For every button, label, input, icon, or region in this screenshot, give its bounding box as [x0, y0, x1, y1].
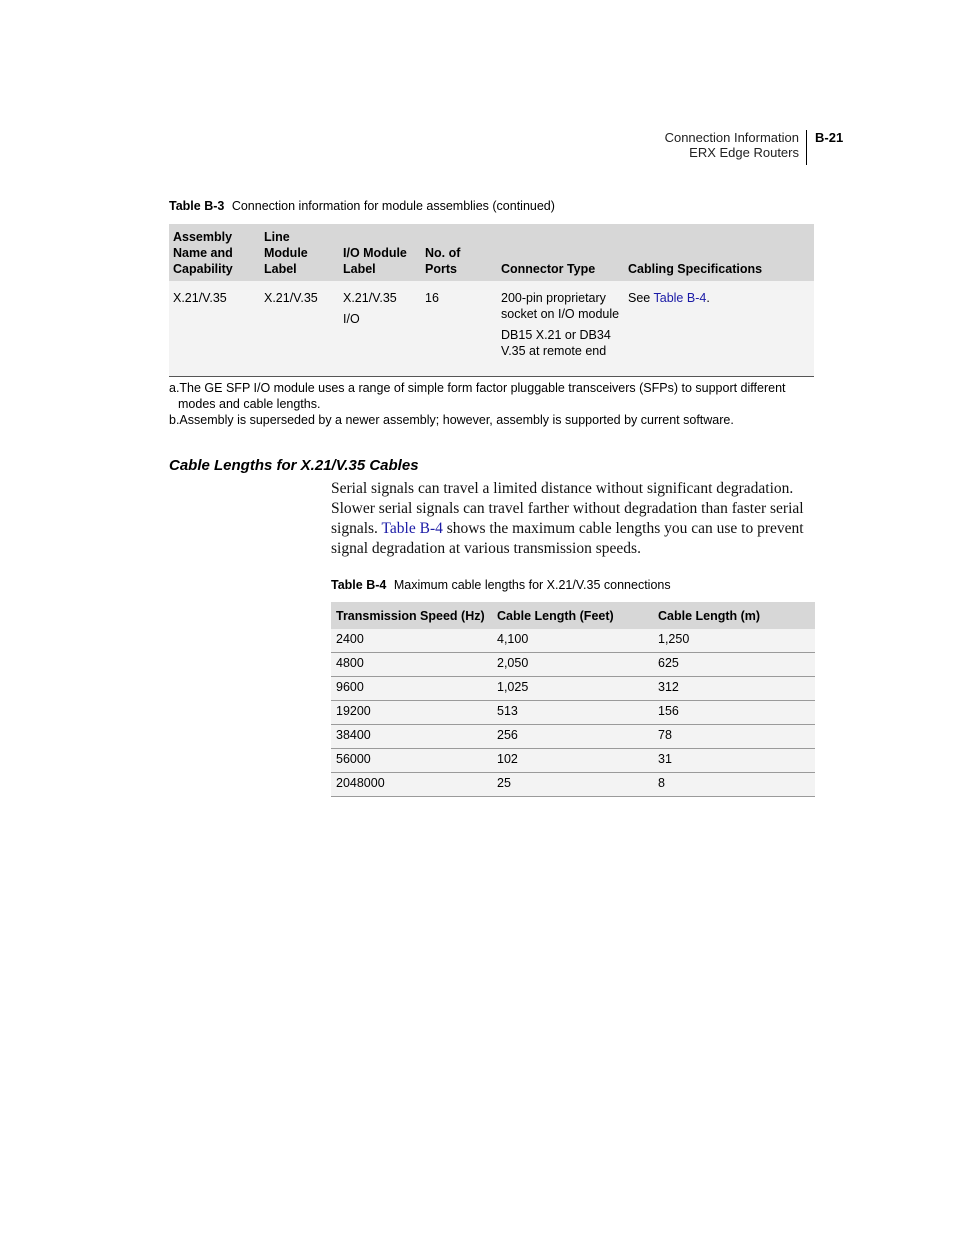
- table-row: 56000 102 31: [331, 749, 815, 773]
- table-b4-caption-id: Table B-4: [331, 578, 387, 592]
- footnote-b: b.Assembly is superseded by a newer assembly; however, assembly is supported by current software.: [169, 413, 734, 427]
- table-b3: [169, 224, 814, 376]
- table-b3-caption: [169, 199, 555, 213]
- table-b3-cell-ports: 16: [421, 281, 497, 376]
- table-row: 4800 2,050 625: [331, 653, 815, 677]
- table-b3-header-connector: Connector Type: [497, 224, 624, 281]
- table-b3-bottom-rule: [169, 376, 814, 377]
- table-b3-cell-connector: 200-pin proprietary socket on I/O module DB15 X.21 or DB34 V.35 at remote end: [497, 281, 624, 376]
- body-paragraph: Serial signals can travel a limited distance without significant degradation. Slower serial signals can travel farther without degradation than faster serial signals. Table B-4 shows the maximum cable lengths you can use to prevent signal degradation at various transmission speeds.: [331, 480, 804, 557]
- table-b3-cell-cabling: See Table B-4.: [624, 281, 814, 376]
- table-b3-header-cabling: Cabling Specifications: [624, 224, 814, 281]
- table-b3-cell-line-module: X.21/V.35: [260, 281, 339, 376]
- header-product: ERX Edge Routers: [689, 145, 799, 160]
- table-b3-header-ports: No. of Ports: [421, 224, 497, 281]
- table-b3-header-io-module: I/O Module Label: [339, 224, 421, 281]
- table-b4-inline-link[interactable]: Table B-4: [381, 520, 443, 537]
- header-section: Connection Information: [664, 130, 799, 145]
- table-row: 9600 1,025 312: [331, 677, 815, 701]
- table-b4: [331, 602, 815, 797]
- header-divider: [806, 130, 807, 165]
- table-b4-link[interactable]: Table B-4: [653, 291, 707, 305]
- table-row: 38400 256 78: [331, 725, 815, 749]
- table-b3-header-assembly: Assembly Name and Capability: [169, 224, 260, 281]
- footnotes: [169, 380, 809, 428]
- footnote-a: a.The GE SFP I/O module uses a range of simple form factor pluggable transceivers (SFPs) to support different modes and cable lengths.: [169, 381, 786, 411]
- running-header: [665, 130, 799, 160]
- table-b3-header-line-module: Line Module Label: [260, 224, 339, 281]
- table-b4-header-meters: Cable Length (m): [653, 602, 815, 629]
- section-heading: Cable Lengths for X.21/V.35 Cables: [169, 457, 419, 474]
- table-b3-caption-id: Table B-3: [169, 199, 225, 213]
- table-b4-header-speed: Transmission Speed (Hz): [331, 602, 492, 629]
- table-row: 2400 4,100 1,250: [331, 629, 815, 653]
- table-row: [169, 281, 814, 376]
- table-b3-cell-assembly: X.21/V.35: [169, 281, 260, 376]
- table-b4-caption-text: Maximum cable lengths for X.21/V.35 connections: [393, 578, 671, 592]
- page-number: B-21: [815, 130, 844, 145]
- table-b4-header-feet: Cable Length (Feet): [492, 602, 653, 629]
- table-b4-caption: [331, 578, 671, 592]
- table-b3-header-row: [169, 224, 814, 281]
- table-b3-caption-text: Connection information for module assemblies (continued): [231, 199, 555, 213]
- table-b3-cell-io-module: X.21/V.35 I/O: [339, 281, 421, 376]
- table-row: 2048000 25 8: [331, 773, 815, 797]
- table-row: 19200 513 156: [331, 701, 815, 725]
- table-b4-header-row: [331, 602, 815, 629]
